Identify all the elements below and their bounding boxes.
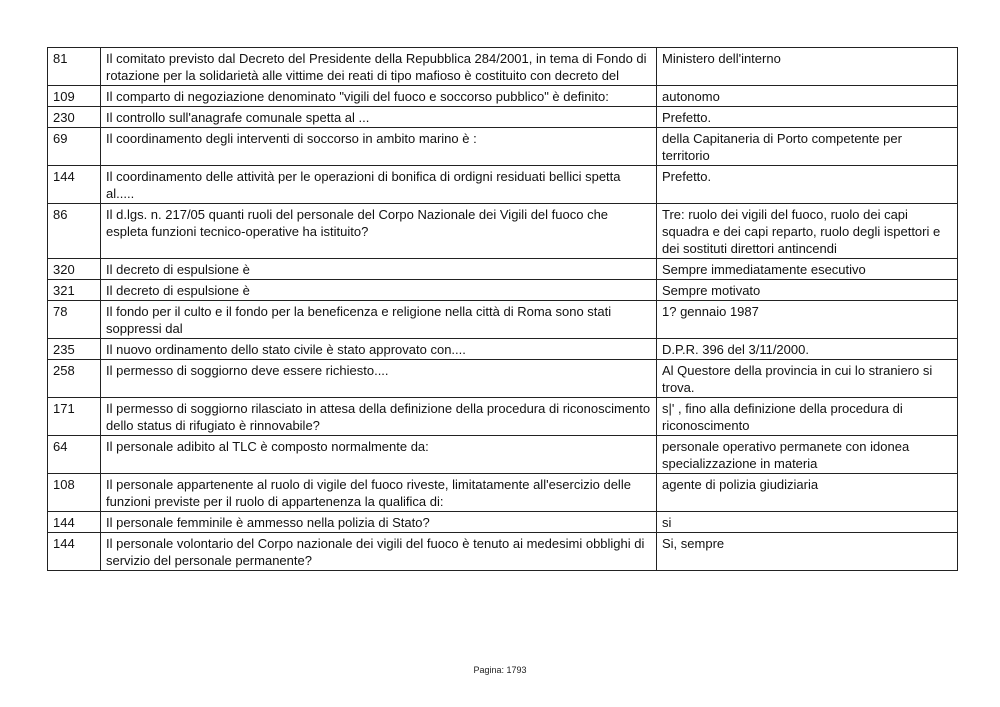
question-text: Il coordinamento degli interventi di soccorso in ambito marino è : (101, 128, 657, 166)
table-row (48, 280, 958, 301)
quiz-table (47, 47, 958, 571)
answer-text: Sempre immediatamente esecutivo (657, 259, 958, 280)
answer-text: Prefetto. (657, 166, 958, 204)
table-row (48, 259, 958, 280)
question-text: Il decreto di espulsione è (101, 280, 657, 301)
question-text: Il nuovo ordinamento dello stato civile è stato approvato con.... (101, 339, 657, 360)
answer-text: autonomo (657, 86, 958, 107)
table-row (48, 512, 958, 533)
question-number: 144 (48, 533, 101, 571)
table-row (48, 398, 958, 436)
question-text: Il coordinamento delle attività per le operazioni di bonifica di ordigni residuati bellici spetta al..... (101, 166, 657, 204)
quiz-table-body (48, 48, 958, 571)
table-row (48, 474, 958, 512)
table-row (48, 166, 958, 204)
question-number: 321 (48, 280, 101, 301)
question-text: Il personale femminile è ammesso nella polizia di Stato? (101, 512, 657, 533)
question-text: Il d.lgs. n. 217/05 quanti ruoli del personale del Corpo Nazionale dei Vigili del fuoco che espleta funzioni tecnico-operative ha istituito? (101, 204, 657, 259)
question-text: Il permesso di soggiorno deve essere richiesto.... (101, 360, 657, 398)
table-row (48, 86, 958, 107)
answer-text: della Capitaneria di Porto competente per territorio (657, 128, 958, 166)
question-number: 258 (48, 360, 101, 398)
question-text: Il comitato previsto dal Decreto del Presidente della Repubblica 284/2001, in tema di Fondo di rotazione per la solidarietà alle vittime dei reati di tipo mafioso è costituito con decreto del (101, 48, 657, 86)
question-text: Il fondo per il culto e il fondo per la beneficenza e religione nella città di Roma sono stati soppressi dal (101, 301, 657, 339)
answer-text: Si, sempre (657, 533, 958, 571)
answer-text: 1? gennaio 1987 (657, 301, 958, 339)
question-text: Il controllo sull'anagrafe comunale spetta al ... (101, 107, 657, 128)
question-number: 109 (48, 86, 101, 107)
answer-text: Sempre motivato (657, 280, 958, 301)
answer-text: Prefetto. (657, 107, 958, 128)
table-row (48, 360, 958, 398)
table-row (48, 107, 958, 128)
answer-text: Al Questore della provincia in cui lo straniero si trova. (657, 360, 958, 398)
table-row (48, 48, 958, 86)
question-number: 86 (48, 204, 101, 259)
question-text: Il decreto di espulsione è (101, 259, 657, 280)
question-number: 235 (48, 339, 101, 360)
answer-text: Ministero dell'interno (657, 48, 958, 86)
table-row (48, 128, 958, 166)
question-number: 171 (48, 398, 101, 436)
table-row (48, 339, 958, 360)
answer-text: agente di polizia giudiziaria (657, 474, 958, 512)
table-row (48, 301, 958, 339)
answer-text: si (657, 512, 958, 533)
question-number: 230 (48, 107, 101, 128)
question-number: 69 (48, 128, 101, 166)
question-number: 144 (48, 512, 101, 533)
table-row (48, 436, 958, 474)
table-row (48, 204, 958, 259)
question-number: 320 (48, 259, 101, 280)
page-number: Pagina: 1793 (473, 665, 527, 675)
answer-text: Tre: ruolo dei vigili del fuoco, ruolo dei capi squadra e dei capi reparto, ruolo degli ispettori e dei sostituti direttori antincendi (657, 204, 958, 259)
question-text: Il comparto di negoziazione denominato "vigili del fuoco e soccorso pubblico" è definito: (101, 86, 657, 107)
question-number: 78 (48, 301, 101, 339)
question-text: Il permesso di soggiorno rilasciato in attesa della definizione della procedura di riconoscimento dello status di rifugiato è rinnovabile? (101, 398, 657, 436)
question-text: Il personale appartenente al ruolo di vigile del fuoco riveste, limitatamente all'esercizio delle funzioni previste per il ruolo di appartenenza la qualifica di: (101, 474, 657, 512)
answer-text: D.P.R. 396 del 3/11/2000. (657, 339, 958, 360)
question-number: 64 (48, 436, 101, 474)
answer-text: s|' , fino alla definizione della procedura di riconoscimento (657, 398, 958, 436)
question-number: 108 (48, 474, 101, 512)
question-number: 144 (48, 166, 101, 204)
table-row (48, 533, 958, 571)
answer-text: personale operativo permanete con idonea specializzazione in materia (657, 436, 958, 474)
question-text: Il personale adibito al TLC è composto normalmente da: (101, 436, 657, 474)
question-text: Il personale volontario del Corpo nazionale dei vigili del fuoco è tenuto ai medesimi obblighi di servizio del personale permanente? (101, 533, 657, 571)
question-number: 81 (48, 48, 101, 86)
